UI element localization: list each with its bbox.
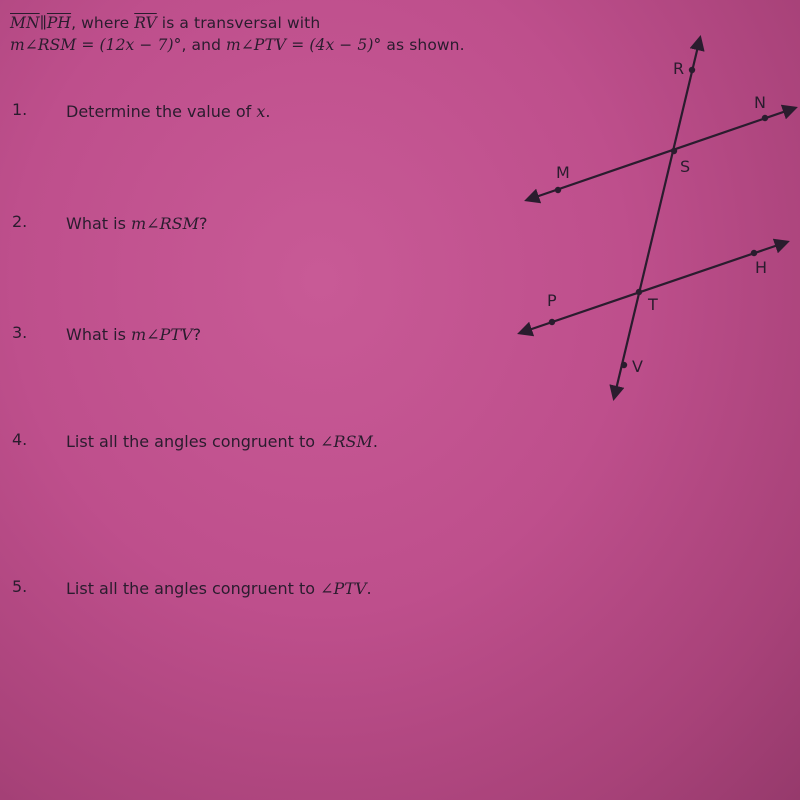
- statement-connector: , where: [71, 14, 135, 32]
- segment-mn: $\overline{MN}$: [10, 14, 40, 32]
- label-v: V: [632, 357, 643, 376]
- question-text: What is m∠PTV?: [66, 325, 202, 344]
- point-r: [689, 67, 695, 73]
- label-h: H: [755, 258, 768, 277]
- statement-and: , and: [181, 36, 227, 54]
- angle-ptv-expression: m∠PTV = (4x − 5)°: [226, 36, 382, 54]
- point-s: [671, 148, 677, 154]
- label-r: R: [673, 59, 685, 78]
- question-text: Determine the value of x.: [66, 102, 271, 121]
- label-p: P: [547, 291, 557, 310]
- point-h: [751, 250, 757, 256]
- question-number: 2.: [12, 212, 28, 231]
- question-number: 4.: [12, 430, 28, 449]
- point-v: [621, 362, 627, 368]
- question-text: What is m∠RSM?: [66, 214, 208, 233]
- label-s: S: [680, 157, 691, 176]
- question-number: 1.: [12, 100, 28, 119]
- line-mn: [527, 108, 795, 200]
- statement-line-1: $\overline{MN}\parallel\overline{PH}$, where $\overline{RV}$ is a transversal with: [10, 14, 321, 32]
- question-number: 3.: [12, 323, 28, 342]
- point-t: [636, 289, 642, 295]
- statement-transversal-text: is a transversal with: [156, 14, 321, 32]
- ray-rv: $\overline{RV}$: [134, 14, 157, 32]
- statement-line-2: [10, 34, 570, 56]
- segment-ph: $\overline{PH}$: [46, 14, 72, 32]
- point-m: [555, 187, 561, 193]
- label-m: M: [556, 163, 570, 182]
- line-ph: [520, 242, 787, 333]
- point-p: [549, 319, 555, 325]
- angle-rsm-expression: m∠RSM = (12x − 7)°: [10, 36, 182, 54]
- point-n: [762, 115, 768, 121]
- label-n: N: [754, 93, 766, 112]
- problem-statement: [10, 12, 570, 56]
- question-text: List all the angles congruent to ∠RSM.: [66, 432, 378, 451]
- transversal-rv: [614, 38, 700, 398]
- parallel-lines-diagram: [500, 30, 800, 410]
- statement-as-shown: as shown.: [381, 36, 465, 54]
- question-text: List all the angles congruent to ∠PTV.: [66, 579, 372, 598]
- question-number: 5.: [12, 577, 28, 596]
- label-t: T: [648, 295, 658, 314]
